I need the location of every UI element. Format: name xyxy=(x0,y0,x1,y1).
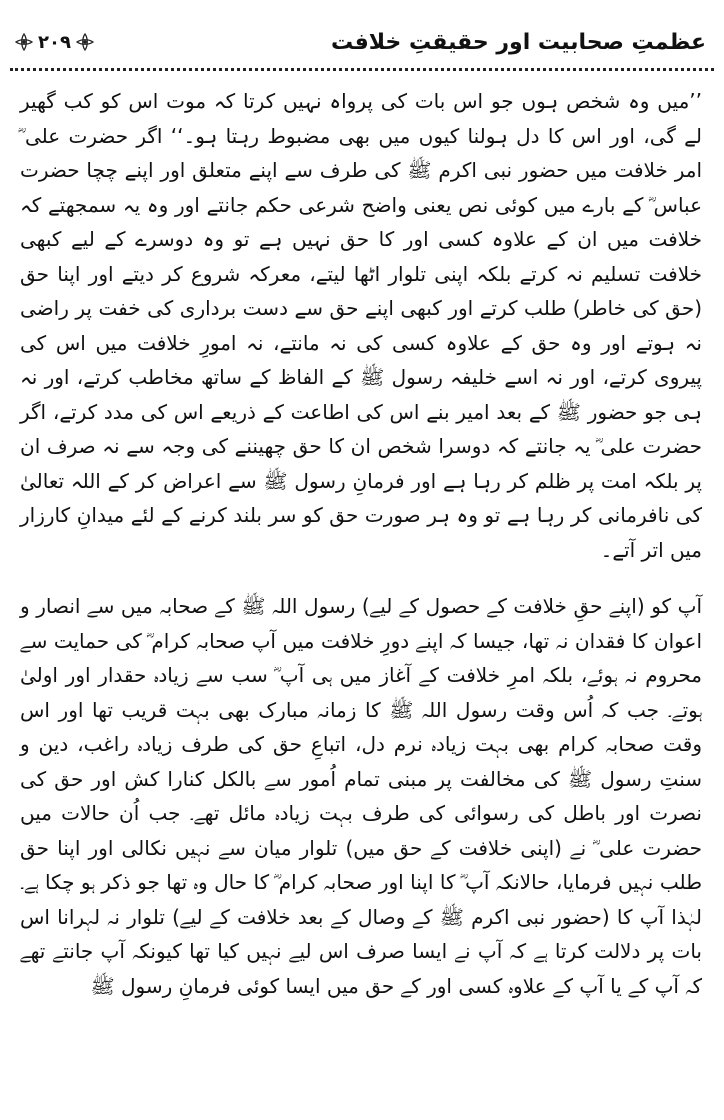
running-title: عظمتِ صحابیت اور حقیقتِ خلافت xyxy=(331,29,706,55)
floral-ornament-icon xyxy=(14,32,34,52)
page-number: ۲۰۹ xyxy=(38,31,71,53)
floral-ornament-icon xyxy=(75,32,95,52)
paragraph: آپ کو (اپنے حقِ خلافت کے حصول کے لیے) رسول اللہ ﷺ کے صحابہ میں سے انصار و اعوان کا فقدان نہ تھا، جیسا کہ اپنے دورِ خلافت میں آپ صحابہ کرام ؓ کی حمایت سے محروم نہ ہوئے، بلکہ امرِ خلافت کے آغاز میں ہی آپ ؓ سب سے زیادہ حقدار اور اولیٰ ہوتے۔ جب کہ اُس وقت رسول اللہ ﷺ کا زمانہ مبارک بھی بہت قریب تھا اور اس وقت صحابہ کرام بھی بہت زیادہ نرم دل، اتباعِ حق کی طرف زیادہ راغب، دین و سنتِ رسول ﷺ کی مخالفت پر مبنی تمام اُمور سے بالکل کنارا کش اور حق کی نصرت اور باطل کی رسوائی کی طرف بہت زیادہ مائل تھے۔ جب اُن حالات میں حضرت علی ؓ نے (اپنی خلافت کے حق میں) تلوار میان سے نہیں نکالی اور اپنا حق طلب نہیں فرمایا، حالانکہ آپ ؓ کا اپنا اور صحابہ کرام ؓ کا حال وہ تھا جو ذکر ہو چکا ہے۔ لہٰذا آپ کا (حضور نبی اکرم ﷺ کے وصال کے بعد خلافت کے لیے) تلوار نہ لہرانا اس بات پر دلالت کرتا ہے کہ آپ نے ایسا صرف اس لیے نہیں کیا تھا کیونکہ آپ جانتے تھے کہ آپ کے یا آپ کے علاوہ کسی اور کے حق میں ایسا کوئی فرمانِ رسول ﷺ xyxy=(20,594,702,998)
header-divider xyxy=(10,68,714,71)
body-text xyxy=(20,84,702,1003)
page-header xyxy=(14,22,706,62)
paragraph: ’’میں وہ شخص ہوں جو اس بات کی پرواہ نہیں کرتا کہ موت اس کو کب گھیر لے گی، اور اس کا دل ہولنا کیوں میں بھی مضبوط رہتا ہو۔‘‘ اگر حضرت علی ؓ امر خلافت میں حضور نبی اکرم ﷺ کی طرف سے اپنے متعلق اور اپنے چچا حضرت عباس ؓ کے بارے میں کوئی نص یعنی واضح شرعی حکم جانتے اور وہ یہ سمجھتے کہ خلافت میں ان کے علاوہ کسی اور کا حق نہیں ہے تو وہ دوسرے کے لیے کبھی خلافت تسلیم نہ کرتے بلکہ اپنی تلوار اٹھا لیتے، معرکہ شروع کر دیتے اور اپنا حق (حق کی خاطر) طلب کرتے اور کبھی اپنے حق سے دست برداری کی خفت پر راضی نہ ہوتے اور وہ حق کے علاوہ کسی کی نہ مانتے، نہ امورِ خلافت میں اس کی پیروی کرتے، اور نہ اسے خلیفہ رسول ﷺ کے الفاظ کے ساتھ مخاطب کرتے، اور نہ ہی جو حضور ﷺ کے بعد امیر بنے اس کی اطاعت کے ذریعے اس کی مدد کرتے، اگر حضرت علی ؓ یہ جانتے کہ دوسرا شخص ان کا حق چھیننے کی وجہ سے نہ صرف ان پر بلکہ امت پر ظلم کر رہا ہے اور فرمانِ رسول ﷺ سے اعراض کر کے اللہ تعالیٰ کی نافرمانی کر رہا ہے تو وہ ہر صورت حق کو سر بلند کرنے کے لئے میدانِ کارزار میں اتر آتے۔ xyxy=(20,89,702,562)
page-number-block xyxy=(14,32,95,53)
